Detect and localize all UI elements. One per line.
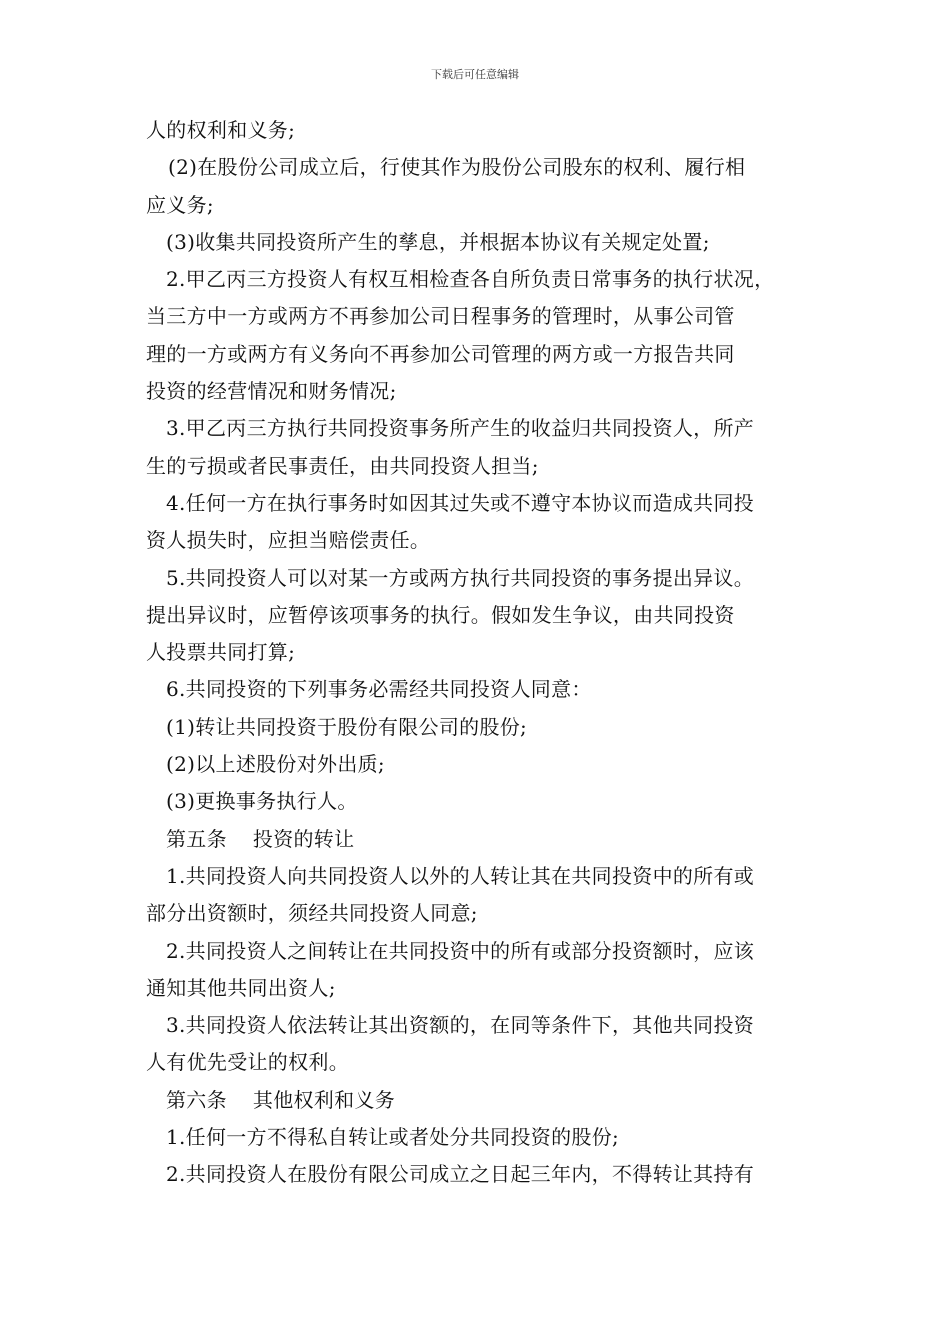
text-line: 资人损失时，应担当赔偿责任。 — [146, 528, 431, 553]
text-line: (3)收集共同投资所产生的孳息，并根据本协议有关规定处置; — [166, 229, 710, 254]
page-header-note: 下载后可任意编辑 — [431, 68, 519, 81]
document-body — [146, 112, 816, 1194]
section-heading-article6 — [146, 1082, 816, 1119]
text-line: 3.共同投资人依法转让其出资额的，在同等条件下，其他共同投资 — [166, 1013, 755, 1038]
text-line: 2.甲乙丙三方投资人有权互相检查各自所负责日常事务的执行状况， — [166, 267, 775, 292]
text-line: 部分出资额时，须经共同投资人同意; — [146, 901, 478, 926]
text-line: 1.共同投资人向共同投资人以外的人转让其在共同投资中的所有或 — [166, 863, 755, 888]
text-line: 人的权利和义务; — [146, 118, 296, 142]
text-line: 提出异议时，应暂停该项事务的执行。假如发生争议，由共同投资 — [146, 602, 735, 627]
section-number: 第五条 — [166, 826, 227, 851]
text-line: 6.共同投资的下列事务必需经共同投资人同意： — [166, 677, 592, 702]
text-line: 5.共同投资人可以对某一方或两方执行共同投资的事务提出异议。 — [166, 565, 755, 590]
text-line: 应义务; — [146, 192, 214, 217]
text-line: 4.任何一方在执行事务时如因其过失或不遵守本协议而造成共同投 — [166, 490, 755, 515]
text-line: 人有优先受让的权利。 — [146, 1050, 349, 1075]
section-title: 投资的转让 — [252, 826, 355, 851]
text-line: 3.甲乙丙三方执行共同投资事务所产生的收益归共同投资人，所产 — [166, 416, 755, 441]
text-line: 1.任何一方不得私自转让或者处分共同投资的股份; — [166, 1125, 620, 1150]
section-heading-article5 — [146, 821, 816, 858]
section-number: 第六条 — [166, 1087, 227, 1112]
text-line: 理的一方或两方有义务向不再参加公司管理的两方或一方报告共同 — [146, 341, 735, 366]
text-line: 2.共同投资人之间转让在共同投资中的所有或部分投资额时，应该 — [166, 938, 755, 963]
text-line: (2)以上述股份对外出质; — [166, 752, 385, 777]
text-line: 当三方中一方或两方不再参加公司日程事务的管理时，从事公司管 — [146, 304, 735, 329]
text-line: 2.共同投资人在股份有限公司成立之日起三年内，不得转让其持有 — [166, 1162, 755, 1187]
text-line: 生的亏损或者民事责任，由共同投资人担当; — [146, 453, 539, 478]
text-line: (1)转让共同投资于股份有限公司的股份; — [166, 714, 528, 739]
text-line: 投资的经营情况和财务情况; — [146, 379, 397, 404]
text-line: (3)更换事务执行人。 — [166, 789, 358, 814]
text-line: 人投票共同打算; — [146, 640, 296, 665]
text-line: (2)在股份公司成立后，行使其作为股份公司股东的权利、履行相 — [168, 155, 746, 180]
text-line: 通知其他共同出资人; — [146, 975, 336, 1000]
section-title: 其他权利和义务 — [252, 1087, 396, 1112]
